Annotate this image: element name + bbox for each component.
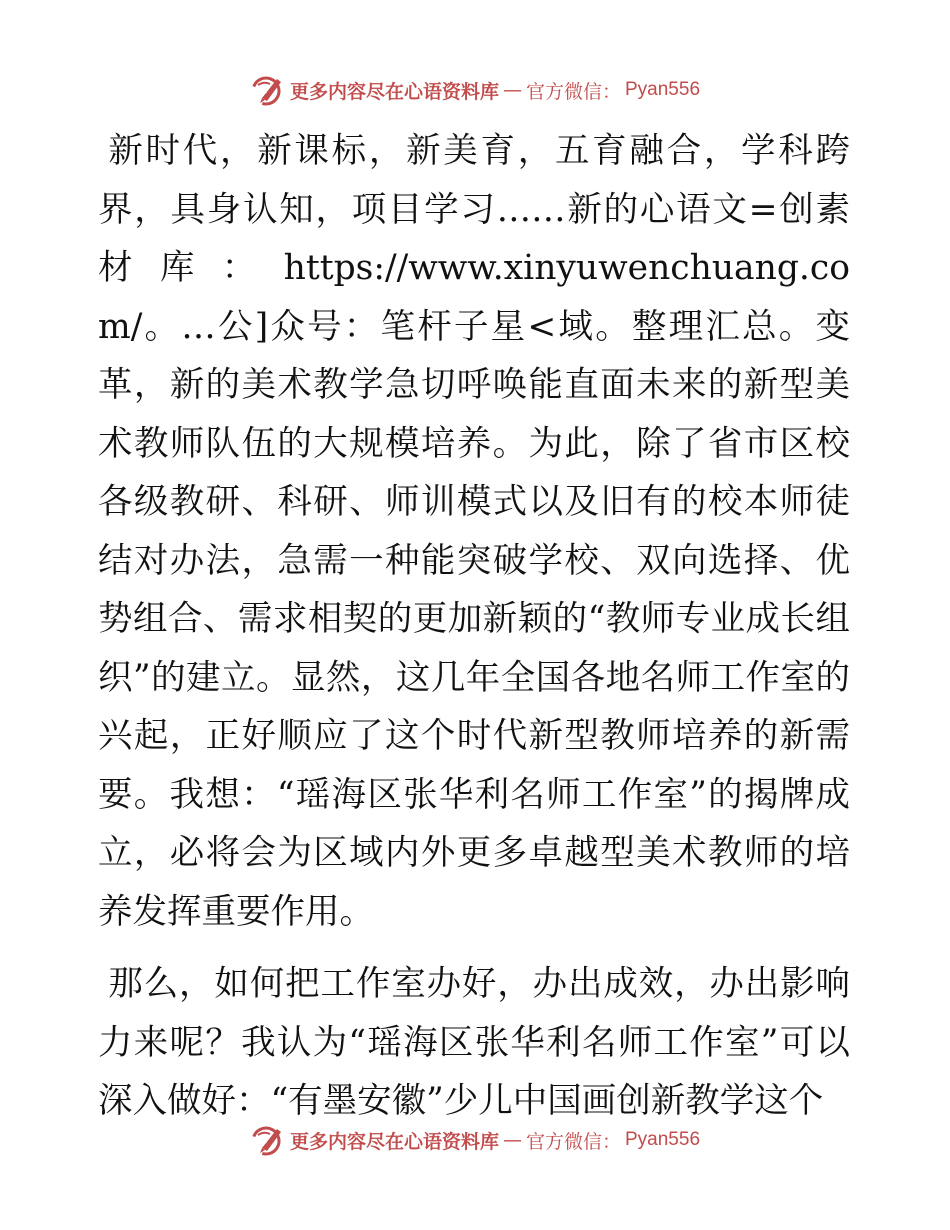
body-paragraph-1: 新时代，新课标，新美育，五育融合，学科跨界，具身认知，项目学习……新的心语文=创素材库：https://www.xinyuwenchuang.com/。…公]众号：笔杆子星<域。整理汇总。变革，新的美术教学急切呼唤能直面未来的新型美术教师队伍的大规模培养。为此，除了省市区校各级教研、科研、师训模式以及旧有的校本师徒结对办法，急需一种能突破学校、双向选择、优势组合、需求相契的更加新颖的“教师专业成长组织”的建立。显然，这几年全国各地名师工作室的兴起，正好顺应了这个时代新型教师培养的新需要。我想：“瑶海区张华利名师工作室”的揭牌成立，必将会为区域内外更多卓越型美术教师的培养发挥重要作用。 xyxy=(98,131,850,932)
header-banner-inner xyxy=(250,72,700,108)
header-banner-text: 更多内容尽在心语资料库 xyxy=(289,80,499,103)
footer-banner xyxy=(0,1120,950,1160)
footer-banner-text: 更多内容尽在心语资料库 xyxy=(289,1130,499,1153)
header-wechat-id: Pyan556 xyxy=(625,79,701,100)
footer-wechat-id: Pyan556 xyxy=(625,1129,701,1150)
footer-banner-dash: — xyxy=(502,1129,522,1151)
footer-banner-inner xyxy=(250,1122,700,1158)
footer-wechat-label: 官方微信： xyxy=(525,1130,621,1153)
header-banner xyxy=(0,70,950,110)
pen-nib-logo-icon xyxy=(250,72,286,108)
body-paragraph-2: 那么，如何把工作室办好，办出成效，办出影响力来呢？我认为“瑶海区张华利名师工作室”可以深入做好：“有墨安徽”少儿中国画创新教学这个 xyxy=(98,964,850,1121)
header-wechat-label: 官方微信： xyxy=(525,80,621,103)
document-body xyxy=(98,122,850,1131)
pen-nib-logo-icon xyxy=(250,1122,286,1158)
header-banner-dash: — xyxy=(502,79,522,101)
